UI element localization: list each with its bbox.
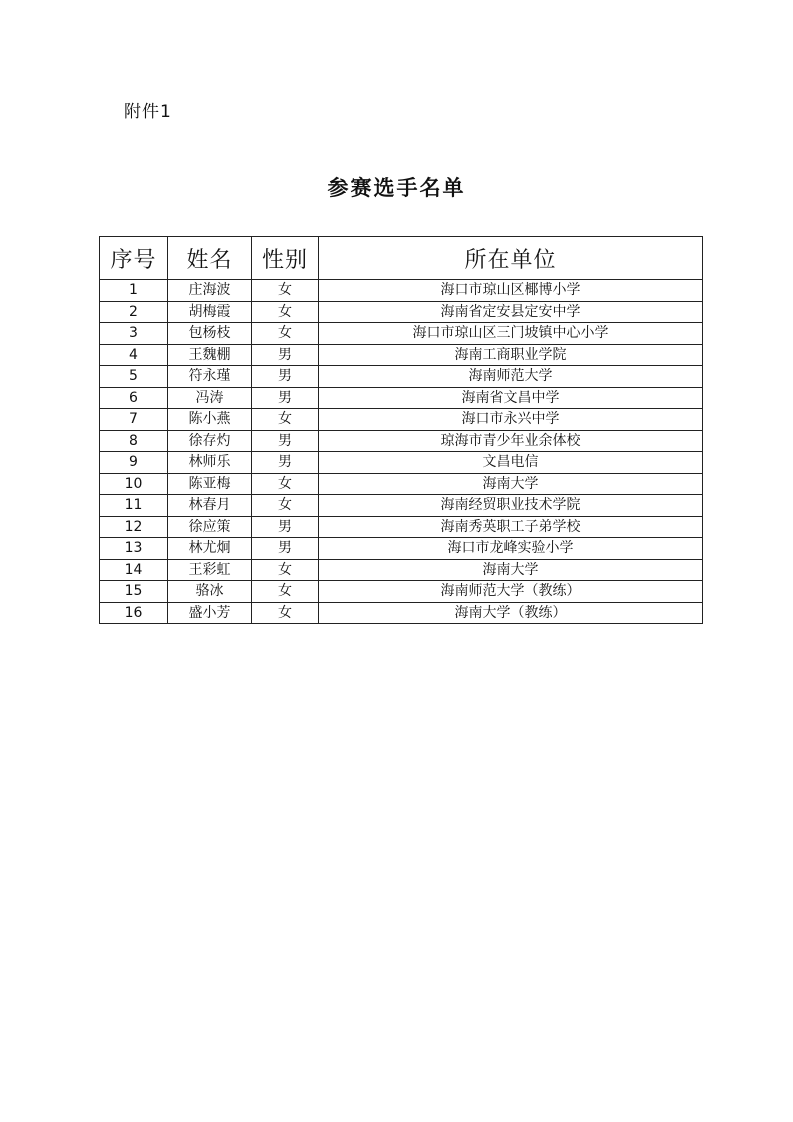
cell-name: 林春月 <box>168 495 252 517</box>
cell-name: 陈亚梅 <box>168 473 252 495</box>
cell-organization: 海南大学（教练） <box>319 602 703 624</box>
cell-index: 7 <box>100 409 168 431</box>
cell-gender: 女 <box>252 495 319 517</box>
cell-organization: 海南工商职业学院 <box>319 344 703 366</box>
cell-organization: 海南省文昌中学 <box>319 387 703 409</box>
cell-index: 2 <box>100 301 168 323</box>
cell-name: 王彩虹 <box>168 559 252 581</box>
cell-name: 庄海波 <box>168 280 252 302</box>
cell-organization: 海南秀英职工子弟学校 <box>319 516 703 538</box>
cell-name: 徐应策 <box>168 516 252 538</box>
cell-name: 陈小燕 <box>168 409 252 431</box>
cell-organization: 海南师范大学（教练） <box>319 581 703 603</box>
cell-name: 林师乐 <box>168 452 252 474</box>
cell-gender: 男 <box>252 344 319 366</box>
table-row <box>100 366 703 388</box>
table-row <box>100 409 703 431</box>
cell-name: 骆冰 <box>168 581 252 603</box>
cell-name: 胡梅霞 <box>168 301 252 323</box>
cell-name: 符永瑾 <box>168 366 252 388</box>
table-row <box>100 430 703 452</box>
header-name: 姓名 <box>168 237 252 280</box>
cell-organization: 海南省定安县定安中学 <box>319 301 703 323</box>
participant-table <box>99 236 703 624</box>
cell-name: 冯涛 <box>168 387 252 409</box>
table-row <box>100 344 703 366</box>
cell-index: 16 <box>100 602 168 624</box>
cell-gender: 男 <box>252 366 319 388</box>
cell-organization: 海南大学 <box>319 559 703 581</box>
cell-gender: 女 <box>252 581 319 603</box>
cell-index: 12 <box>100 516 168 538</box>
cell-index: 14 <box>100 559 168 581</box>
cell-gender: 女 <box>252 473 319 495</box>
cell-organization: 海口市龙峰实验小学 <box>319 538 703 560</box>
cell-gender: 女 <box>252 323 319 345</box>
cell-gender: 男 <box>252 516 319 538</box>
cell-gender: 女 <box>252 559 319 581</box>
table-row <box>100 495 703 517</box>
cell-name: 林尤炯 <box>168 538 252 560</box>
cell-name: 徐存灼 <box>168 430 252 452</box>
cell-index: 15 <box>100 581 168 603</box>
cell-organization: 海口市永兴中学 <box>319 409 703 431</box>
cell-gender: 女 <box>252 409 319 431</box>
table-header-row <box>100 237 703 280</box>
table-row <box>100 516 703 538</box>
cell-index: 5 <box>100 366 168 388</box>
header-index: 序号 <box>100 237 168 280</box>
attachment-label: 附件1 <box>124 102 172 122</box>
table-row <box>100 280 703 302</box>
document-title: 参赛选手名单 <box>327 176 466 200</box>
table-row <box>100 581 703 603</box>
cell-gender: 男 <box>252 387 319 409</box>
header-organization: 所在单位 <box>319 237 703 280</box>
table-body <box>100 280 703 624</box>
table-row <box>100 538 703 560</box>
cell-organization: 海口市琼山区椰博小学 <box>319 280 703 302</box>
table-row <box>100 559 703 581</box>
cell-index: 3 <box>100 323 168 345</box>
cell-name: 包杨枝 <box>168 323 252 345</box>
cell-name: 王魏棚 <box>168 344 252 366</box>
cell-organization: 海口市琼山区三门坡镇中心小学 <box>319 323 703 345</box>
cell-name: 盛小芳 <box>168 602 252 624</box>
cell-organization: 海南大学 <box>319 473 703 495</box>
table-row <box>100 323 703 345</box>
cell-index: 9 <box>100 452 168 474</box>
header-gender: 性别 <box>252 237 319 280</box>
cell-organization: 海南经贸职业技术学院 <box>319 495 703 517</box>
cell-index: 1 <box>100 280 168 302</box>
cell-gender: 女 <box>252 602 319 624</box>
cell-gender: 男 <box>252 452 319 474</box>
cell-gender: 男 <box>252 430 319 452</box>
cell-organization: 海南师范大学 <box>319 366 703 388</box>
cell-index: 11 <box>100 495 168 517</box>
cell-index: 13 <box>100 538 168 560</box>
table-row <box>100 452 703 474</box>
cell-gender: 女 <box>252 301 319 323</box>
cell-index: 8 <box>100 430 168 452</box>
cell-organization: 文昌电信 <box>319 452 703 474</box>
cell-index: 4 <box>100 344 168 366</box>
table-row <box>100 301 703 323</box>
table-row <box>100 602 703 624</box>
cell-organization: 琼海市青少年业余体校 <box>319 430 703 452</box>
table-row <box>100 387 703 409</box>
cell-gender: 男 <box>252 538 319 560</box>
cell-gender: 女 <box>252 280 319 302</box>
table-row <box>100 473 703 495</box>
cell-index: 10 <box>100 473 168 495</box>
cell-index: 6 <box>100 387 168 409</box>
